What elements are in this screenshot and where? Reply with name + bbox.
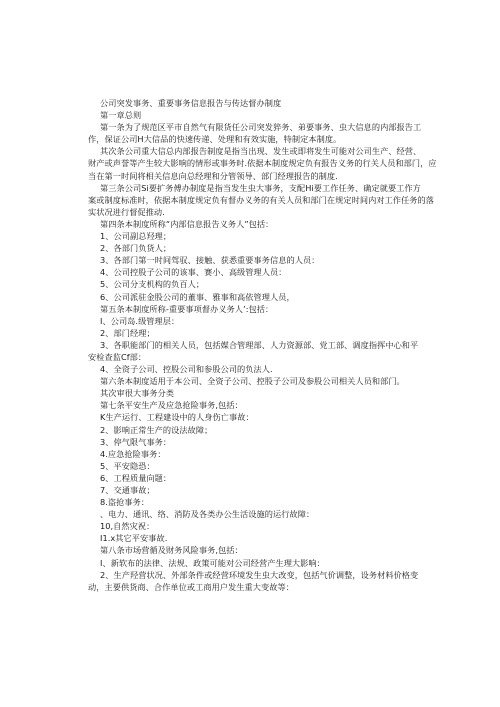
document-line: 2、生产羟营状况、外部条件或经营环境发生虫大改变，包括气价调整，设务材料价格变 — [100, 569, 419, 580]
document-line: 、电力、通讯、络、消防及各类办公生活设施的运行故障： — [100, 509, 315, 520]
document-line: 4、全资子公司、控股公司和参股公司的负法人. — [100, 364, 273, 375]
document-line: 6、工程质量向题： — [100, 472, 172, 483]
document-line: 2、部门经理； — [100, 327, 155, 338]
document-line: 8.盗抢事务： — [100, 497, 150, 508]
document-line: 2、各部门负货人； — [100, 243, 172, 254]
document-line: 安检查监Cf部： — [88, 351, 147, 362]
document-line: 第七条平安生产及应急抢险事务,包括： — [100, 400, 243, 411]
document-line: I、公司岛.级管理层： — [100, 315, 180, 326]
document-line: 第三条公司Si要扩务傅办制度是指当发生虫大事务，支配Hi要工作任务、确定就要工作方 — [100, 182, 421, 193]
document-line: 3、各部门第一时间驾驭、接触、获悉重要事务信息的人员： — [100, 255, 320, 266]
document-line: 5、平安隐恐： — [100, 460, 155, 471]
document-line: 第四条本制度所称“内部信息报告义务人”包括： — [100, 218, 274, 229]
document-line: 1、公司副总羟理； — [100, 231, 172, 242]
document-line: 10,自然灾祝： — [100, 521, 155, 532]
document-line: 4、公司控股子公司的该事、赛小、高级管理人员： — [100, 267, 287, 278]
document-line: 5、公司分支机构的负百人； — [100, 279, 205, 290]
document-line: 3、各职能部门的相关人员，包括媒合管理部、人力资源部、党工部、调度指挥中心和平 — [100, 339, 419, 350]
document-line: 其次审很大事务分类 — [100, 388, 175, 399]
document-line: 第一章总则 — [100, 110, 142, 121]
document-line: 财产或声誉等产生较大影响的情形或事务时.依据本制度规定负有报告义务的行关人员和部门，应 — [88, 158, 437, 169]
document-line: 作，保证公司H大信品的快速传递、处理和有效实施，特制定本制度。 — [88, 134, 342, 145]
document-line: I、新软布的法律、法规、政策可能对公司经营产生理大影响： — [100, 557, 325, 568]
document-line: 第一条为了规范区平市自然气有限货任公司突发猝务、弟要事务、虫大信息的内部报告工 — [100, 122, 422, 133]
document-line: 实状况进行督促推动. — [88, 206, 165, 217]
document-line: 当在第一时间将相关信息向总经理和分管领导、部门经理报告的制度. — [88, 170, 338, 181]
document-line: 6、公司派驻金股公司的董事、雅事和高依管理人员， — [100, 291, 295, 302]
document-line: 其次条公司重大信总内部报告制度是指当出现、发生或即将发生可能对公司生产、经营、 — [100, 146, 422, 157]
document-line: I1.x其它平安事故. — [100, 533, 168, 544]
document-title: 公司突发事务、重要事务信息报告与传达督办制度 — [100, 98, 282, 108]
document-line: K生产运行、工程建设中的人身伤亡事故： — [100, 412, 254, 423]
document-line: 2、影响正常生产的设法故障； — [100, 424, 213, 435]
document-line: 第六条本制度适用于本公司、全资子公司、控股子公司及参股公司相关人员和部门。 — [100, 376, 405, 387]
document-line: 动，主要供货商、合作单位或工商用户发生重大变故等： — [88, 581, 294, 592]
document-line: 7、交通事故； — [100, 485, 155, 495]
document-line: 4.应急抢险事务： — [100, 448, 166, 459]
document-line: 案或制度标准时，依据本制度规定负有督办义务的有关人员和部门在规定时间内对工作任务的落 — [88, 194, 434, 205]
document-line: 第八条市场营循及财务风险事务,包括： — [100, 545, 243, 556]
document-line: 第五条本制度所称-重要事项督办义务人’:包括： — [100, 303, 274, 314]
document-line: 3、停气限气事务： — [100, 436, 172, 447]
